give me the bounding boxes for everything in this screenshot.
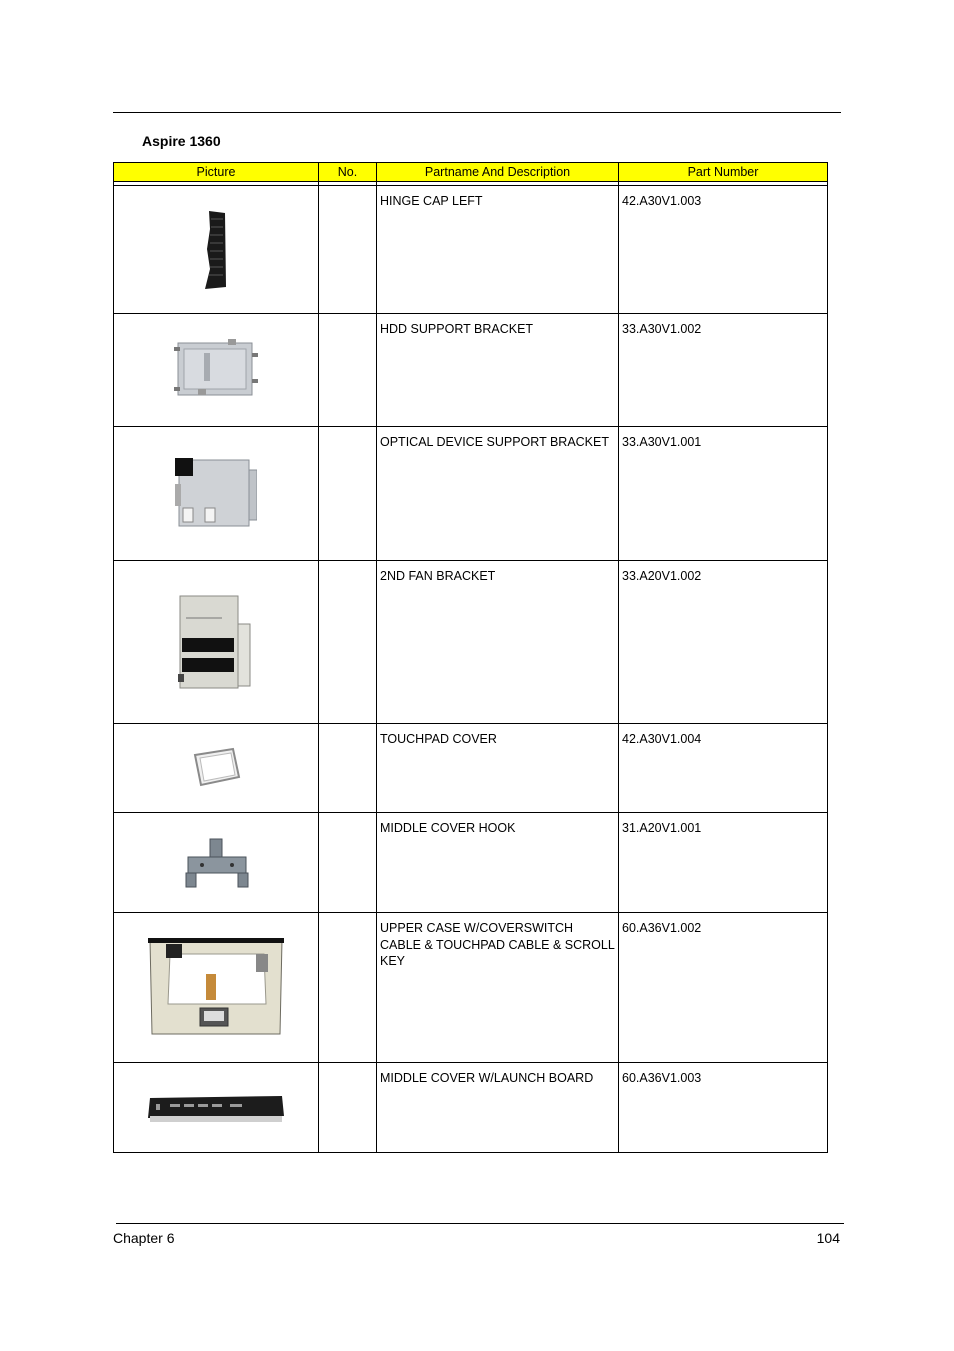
part-number-cell: 33.A30V1.002 xyxy=(619,314,828,427)
picture-cell xyxy=(114,724,319,813)
footer-page-number: 104 xyxy=(816,1230,840,1246)
part-number-cell: 60.A36V1.002 xyxy=(619,913,828,1063)
no-cell xyxy=(319,427,377,561)
middle-cover-hook-photo xyxy=(180,835,252,891)
picture-cell xyxy=(114,913,319,1063)
optical-device-support-bracket-photo xyxy=(175,456,257,532)
table-row xyxy=(114,561,828,724)
picture-cell xyxy=(114,186,319,314)
description-cell: MIDDLE COVER HOOK xyxy=(377,813,619,913)
picture-cell xyxy=(114,427,319,561)
touchpad-cover-photo xyxy=(191,747,241,789)
middle-cover-launch-board-photo xyxy=(146,1088,286,1128)
table-row xyxy=(114,724,828,813)
part-number-cell: 60.A36V1.003 xyxy=(619,1063,828,1153)
top-rule xyxy=(113,112,841,113)
footer-chapter: Chapter 6 xyxy=(113,1230,175,1246)
part-number-cell: 33.A30V1.001 xyxy=(619,427,828,561)
picture-cell xyxy=(114,314,319,427)
hinge-cap-left-photo xyxy=(201,209,231,291)
no-cell xyxy=(319,186,377,314)
no-cell xyxy=(319,561,377,724)
bottom-rule xyxy=(116,1223,844,1224)
model-heading: Aspire 1360 xyxy=(142,133,221,149)
picture-cell xyxy=(114,561,319,724)
picture-cell xyxy=(114,813,319,913)
header-no: No. xyxy=(319,163,377,182)
table-row xyxy=(114,1063,828,1153)
picture-cell xyxy=(114,1063,319,1153)
hdd-support-bracket-photo xyxy=(174,339,258,401)
2nd-fan-bracket-photo xyxy=(178,594,254,690)
table-row xyxy=(114,314,828,427)
table-row xyxy=(114,186,828,314)
part-number-cell: 42.A30V1.003 xyxy=(619,186,828,314)
description-cell: MIDDLE COVER W/LAUNCH BOARD xyxy=(377,1063,619,1153)
table-header-row xyxy=(114,163,828,182)
part-number-cell: 42.A30V1.004 xyxy=(619,724,828,813)
no-cell xyxy=(319,314,377,427)
description-cell: HDD SUPPORT BRACKET xyxy=(377,314,619,427)
upper-case-photo xyxy=(146,934,286,1042)
part-number-cell: 31.A20V1.001 xyxy=(619,813,828,913)
header-description: Partname And Description xyxy=(377,163,619,182)
description-cell: TOUCHPAD COVER xyxy=(377,724,619,813)
part-number-cell: 33.A20V1.002 xyxy=(619,561,828,724)
no-cell xyxy=(319,813,377,913)
header-part-number: Part Number xyxy=(619,163,828,182)
no-cell xyxy=(319,913,377,1063)
no-cell xyxy=(319,724,377,813)
table-row xyxy=(114,427,828,561)
no-cell xyxy=(319,1063,377,1153)
description-cell: HINGE CAP LEFT xyxy=(377,186,619,314)
parts-table xyxy=(113,162,828,1153)
description-cell: OPTICAL DEVICE SUPPORT BRACKET xyxy=(377,427,619,561)
table-row xyxy=(114,813,828,913)
description-cell: UPPER CASE W/COVERSWITCH CABLE & TOUCHPAD CABLE & SCROLL KEY xyxy=(377,913,619,1063)
description-cell: 2ND FAN BRACKET xyxy=(377,561,619,724)
table-row xyxy=(114,913,828,1063)
header-picture: Picture xyxy=(114,163,319,182)
